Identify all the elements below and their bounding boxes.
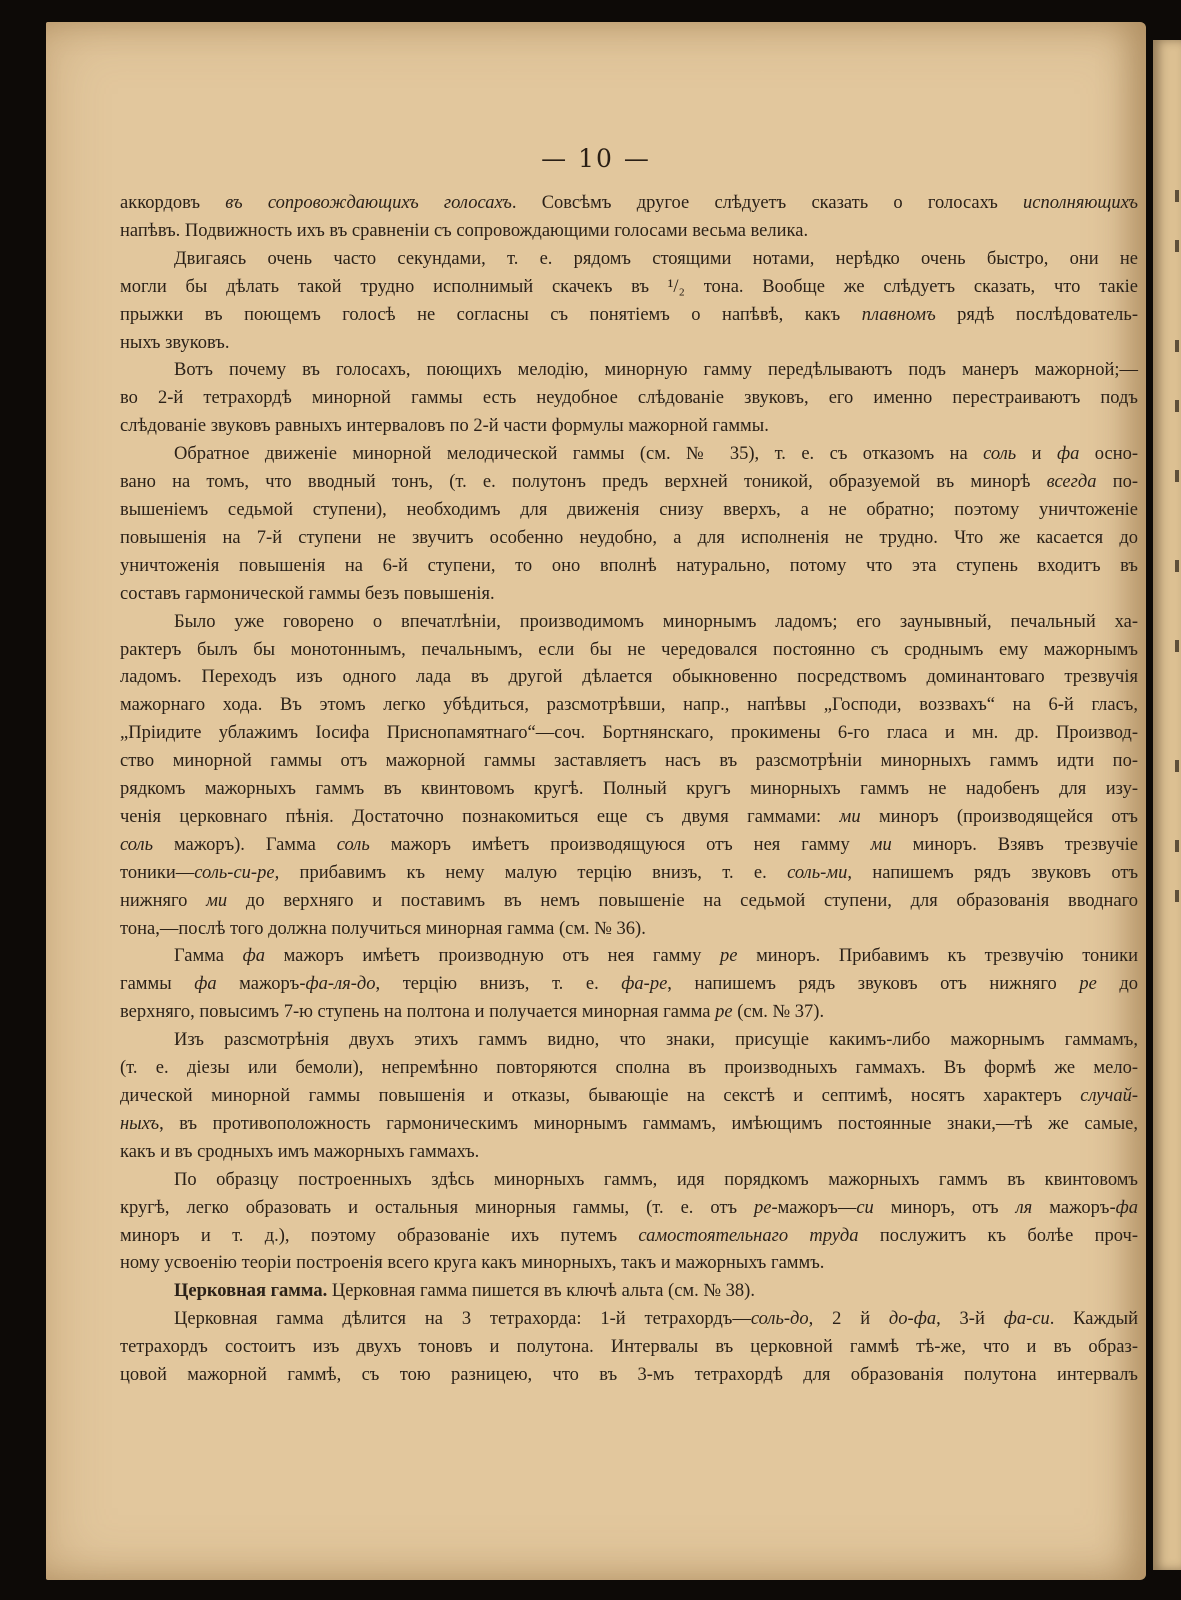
text-line: составъ гармонической гаммы безъ повышенія. — [120, 583, 495, 604]
text-line: во 2-й тетрахордѣ минорной гаммы есть неудобное слѣдованіе звуковъ, его именно перестраиваютъ подъ — [120, 388, 1138, 409]
text-line: уничтоженія повышенія на 6-й ступени, то оно вполнѣ натурально, потому что эта ступень входитъ въ — [120, 555, 1138, 576]
text-line: Изъ разсмотрѣнія двухъ этихъ гаммъ видно, что знаки, присущіе какимъ-либо мажорнымъ гаммамъ, — [174, 1030, 1138, 1051]
page-number: — 10 — — [541, 144, 651, 173]
text-line: Двигаясь очень часто секундами, т. е. рядомъ стоящими нотами, нерѣдко очень быстро, они не — [174, 248, 1138, 269]
text-line: аккордовъ въ сопровождающихъ голосахъ. Совсѣмъ другое слѣдуетъ сказать о голосахъ исполняющихъ — [120, 193, 1138, 213]
text-line: Было уже говорено о впечатлѣніи, производимомъ минорнымъ ладомъ; его заунывный, печальный ха- — [174, 611, 1138, 632]
text-line: Церковная гамма. Церковная гамма пишется въ ключѣ альта (см. № 38). — [174, 1281, 755, 1302]
text-line: повышенія на 7-й ступени не звучитъ особенно неудобно, а для исполненія не трудно. Что же касается до — [120, 527, 1138, 548]
text-line: напѣвъ. Подвижность ихъ въ сравненіи съ сопровождающими голосами весьма велика. — [120, 220, 809, 241]
text-line: вышеніемъ седьмой ступени), необходимъ для движенія снизу вверхъ, а не обратно; поэтому уничтоженіе — [120, 499, 1138, 520]
text-line: ченія церковнаго пѣнія. Достаточно познакомиться еще съ двумя гаммами: ми миноръ (производящейся отъ — [120, 806, 1138, 827]
text-line: вано на томъ, что вводный тонъ, (т. е. полутонъ предъ верхней тоникой, образуемой въ минорѣ всегда по- — [120, 472, 1139, 493]
text-line: (т. е. діезы или бемоли), непремѣнно повторяются сполна въ производныхъ гаммахъ. Въ формѣ же мело- — [120, 1058, 1138, 1079]
text-line: могли бы дѣлать такой трудно исполнимый скачекъ въ ¹/₂ тона. Вообще же слѣдуетъ сказать, что такіе — [120, 276, 1138, 297]
text-line: верхняго, повысимъ 7-ю ступень на полтона и получается минорная гамма ре (см. № 37). — [120, 1002, 825, 1023]
text-line: ладомъ. Переходъ изъ одного лада въ другой дѣлается обыкновенно посредствомъ доминантоваго трезвучія — [120, 667, 1138, 688]
text-line: дической минорной гаммы повышенія и отказы, бывающіе на секстѣ и септимѣ, носятъ характеръ случай- — [120, 1086, 1138, 1106]
text-line: цовой мажорной гаммѣ, съ тою разницею, что въ 3-мъ тетрахордѣ для образованія полутона интервалъ — [120, 1365, 1138, 1386]
text-line: соль мажоръ). Гамма соль мажоръ имѣетъ производящуюся отъ нея гамму ми миноръ. Взявъ трезвучіе — [120, 834, 1139, 855]
text-line: тона,—послѣ того должна получиться минорная гамма (см. № 36). — [120, 918, 646, 939]
text-line: ныхъ, въ противоположность гармоническимъ минорнымъ гаммамъ, имѣющимъ постоянные знаки,—тѣ же самые, — [120, 1113, 1138, 1134]
adjacent-page-edge — [1153, 40, 1181, 1570]
text-line: Церковная гамма дѣлится на 3 тетрахорда: 1-й тетрахордъ—соль-до, 2 й до-фа, 3-й фа-си. Каждый — [174, 1309, 1138, 1330]
text-line: слѣдованіе звуковъ равныхъ интерваловъ по 2-й части формулы мажорной гаммы. — [120, 416, 769, 437]
text-line: какъ и въ сродныхъ имъ мажорныхъ гаммахъ. — [120, 1141, 480, 1162]
text-line: „Пріидите ублажимъ Іосифа Приснопамятнаго“—соч. Бортнянскаго, прокимены 6-го гласа и мн. др. Производ- — [120, 723, 1138, 744]
text-line: рактеръ былъ бы монотоннымъ, печальнымъ, если бы не чередовался постоянно съ сроднымъ ему мажорнымъ — [120, 639, 1138, 660]
text-line: миноръ и т. д.), поэтому образованіе ихъ путемъ самостоятельнаго труда послужитъ къ болѣе проч- — [120, 1225, 1138, 1246]
body-text — [120, 190, 1138, 1390]
text-line: тоники—соль-си-ре, прибавимъ къ нему малую терцію внизъ, т. е. соль-ми, напишемъ рядъ звуковъ отъ — [120, 862, 1139, 883]
text-line: Вотъ почему въ голосахъ, поющихъ мелодію, минорную гамму передѣлываютъ подъ манеръ мажорной;— — [174, 360, 1138, 381]
text-line: По образцу построенныхъ здѣсь минорныхъ гаммъ, идя порядкомъ мажорныхъ гаммъ въ квинтовомъ — [174, 1169, 1138, 1190]
text-line: кругѣ, легко образовать и остальныя минорныя гаммы, (т. е. отъ ре-мажоръ—си миноръ, отъ ля мажоръ-фа — [120, 1197, 1138, 1218]
text-line: нижняго ми до верхняго и поставимъ въ немъ повышеніе на седьмой ступени, для образованія вводнаго — [120, 890, 1138, 911]
text-line: рядкомъ мажорныхъ гаммъ въ квинтовомъ кругѣ. Полный кругъ минорныхъ гаммъ не надобенъ для изу- — [120, 779, 1138, 800]
text-line: ному усвоенію теоріи построенія всего круга какъ минорныхъ, такъ и мажорныхъ гаммъ. — [120, 1253, 825, 1274]
text-line: мажорнаго хода. Въ этомъ легко убѣдиться, разсмотрѣвши, напр., напѣвы „Господи, воззвахъ“ на 6-й гласъ, — [120, 695, 1138, 716]
text-line: Обратное движеніе минорной мелодической гаммы (см. № 35), т. е. съ отказомъ на соль и фа осно- — [174, 444, 1139, 465]
text-line: ныхъ звуковъ. — [120, 332, 230, 353]
text-line: гаммы фа мажоръ-фа-ля-до, терцію внизъ, т. е. фа-ре, напишемъ рядъ звуковъ отъ нижняго ре до — [120, 974, 1139, 995]
text-line: тетрахордъ состоитъ изъ двухъ тоновъ и полутона. Интервалы въ церковной гаммѣ тѣ-же, что и въ образ- — [120, 1337, 1138, 1358]
text-line: ство минорной гаммы отъ мажорной гаммы заставляетъ насъ въ разсмотрѣніи минорныхъ гаммъ идти по- — [120, 751, 1138, 772]
text-line: прыжки въ поющемъ голосѣ не согласны съ понятіемъ о напѣвѣ, какъ плавномъ рядѣ послѣдователь- — [120, 304, 1138, 325]
text-line: Гамма фа мажоръ имѣетъ производную отъ нея гамму ре миноръ. Прибавимъ къ трезвучію тоники — [174, 946, 1138, 967]
